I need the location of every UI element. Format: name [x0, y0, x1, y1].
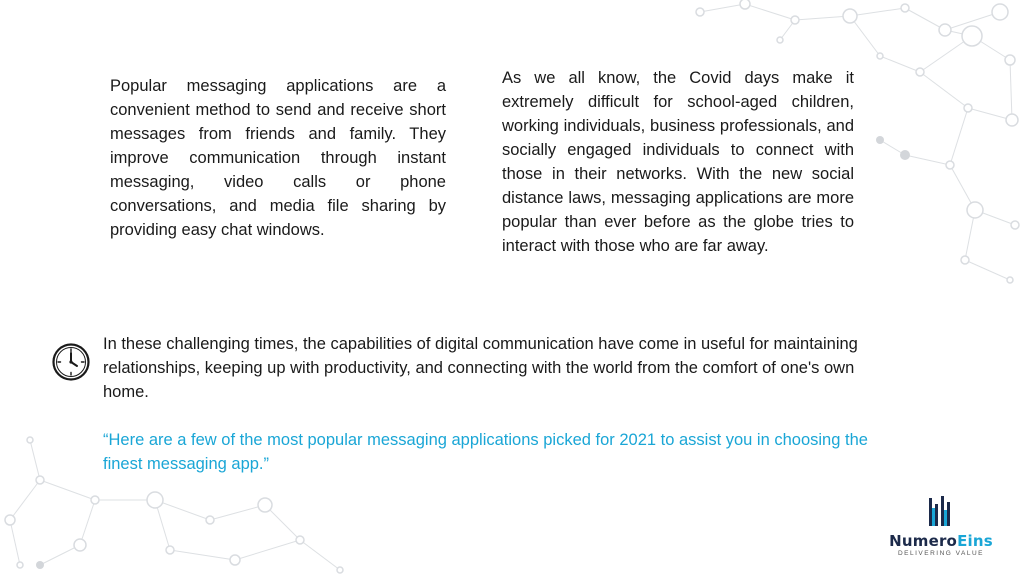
logo-wordmark: NumeroEins: [889, 532, 993, 550]
highlight-quote: “Here are a few of the most popular messaging applications picked for 2021 to assist you in choosing the finest messaging app.”: [103, 431, 868, 473]
logo-bars-icon: [880, 492, 1002, 530]
clock-icon: [51, 342, 91, 382]
logo-tagline: DELIVERING VALUE: [897, 550, 984, 557]
intro-paragraph-left: Popular messaging applications are a convenient method to send and receive short messages from friends and family. They improve communication through instant messaging, video calls or phone conversations, and media file sharing by providing easy chat windows.: [110, 77, 446, 239]
numeroeins-logo: [880, 492, 1002, 560]
body-paragraph: In these challenging times, the capabilities of digital communication have come in useful for maintaining relationships, keeping up with productivity, and connecting with the world from the comfort of one's own home.: [103, 335, 858, 401]
covid-paragraph-right: As we all know, the Covid days make it extremely difficult for school-aged children, working individuals, business professionals, and socially engaged individuals to connect with those in their networks. With the new social distance laws, messaging applications are more popular than ever before as the globe tries to interact with those who are far away.: [502, 69, 854, 255]
